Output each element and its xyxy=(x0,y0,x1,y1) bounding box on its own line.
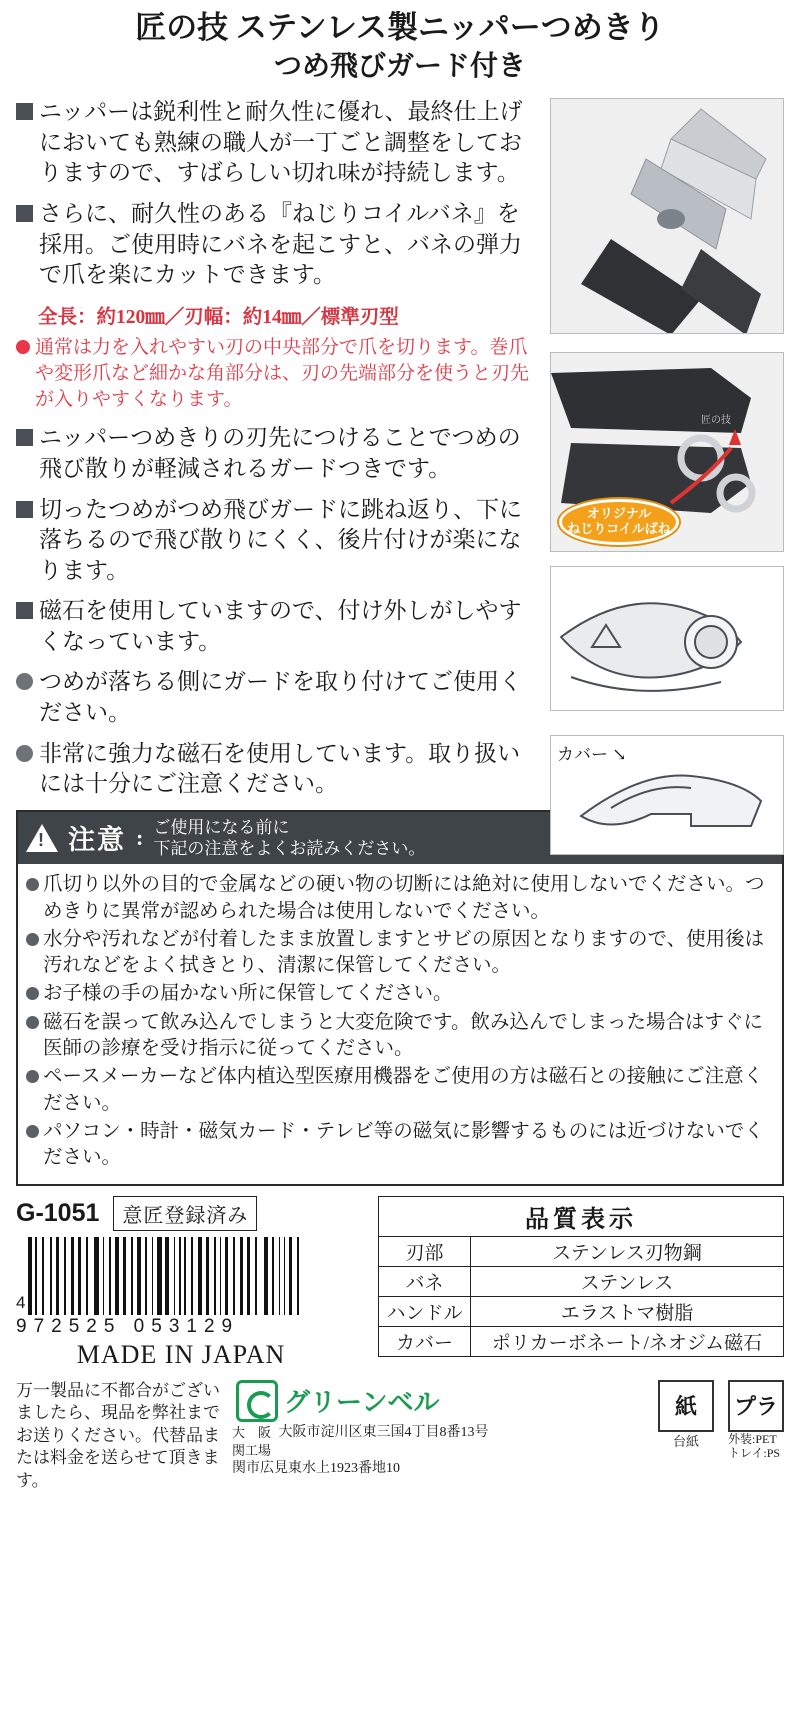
red-dot-icon xyxy=(16,340,30,354)
feature-text: 非常に強力な磁石を使用しています。取り扱いには十分にご注意ください。 xyxy=(39,740,521,797)
svg-text:匠の技: 匠の技 xyxy=(701,415,731,426)
caution-sub-line1: ご使用になる前に xyxy=(153,817,290,837)
bullet-dot-icon xyxy=(26,878,39,891)
feature-item xyxy=(16,423,784,484)
greenbell-logo-icon xyxy=(236,1380,278,1422)
feature-item xyxy=(16,667,784,728)
table-row xyxy=(379,1236,784,1266)
badge-line1: オリジナル xyxy=(586,506,652,522)
feature-item xyxy=(16,596,784,657)
recycle-plastic-mark: プラ xyxy=(733,1394,778,1420)
circle-bullet-icon xyxy=(16,673,33,690)
feature-text: ニッパーは鋭利性と耐久性に優れ、最終仕上げにおいても熟練の職人が一丁ごと調整をしておりますので、すばらしい切れ味が持続します。 xyxy=(39,99,523,186)
caution-item xyxy=(26,1010,774,1063)
quality-value: ポリカーボネート/ネオジム磁石 xyxy=(471,1326,784,1356)
caution-item-text: ペースメーカーなど体内植込型医療用機器をご使用の方は磁石との接触にご注意ください。 xyxy=(43,1066,764,1114)
brand-name: グリーンベル xyxy=(284,1388,440,1418)
address-line-1: 大阪市淀川区東三国4丁目8番13号 xyxy=(278,1424,489,1440)
address-block xyxy=(232,1424,489,1479)
caution-item xyxy=(26,1064,774,1117)
bullet-dot-icon xyxy=(26,1070,39,1083)
recycle-paper-mark: 紙 xyxy=(674,1394,697,1420)
badge-line2: ねじりコイルばね xyxy=(567,521,671,536)
caution-title: 注意 xyxy=(68,825,126,856)
brand-row xyxy=(236,1380,489,1422)
footer xyxy=(16,1380,784,1493)
quality-label: ハンドル xyxy=(379,1296,471,1326)
recycle-paper-icon xyxy=(658,1380,714,1432)
quality-table-title: 品質表示 xyxy=(378,1196,784,1236)
bullet-dot-icon xyxy=(26,987,39,1000)
recycle-plastic-note: 外装:PET トレイ:PS xyxy=(728,1431,781,1461)
caution-item-text: 爪切り以外の目的で金属などの硬い物の切断には絶対に使用しないでください。つめきりに異常が認められた場合は使用しないでください。 xyxy=(43,874,765,922)
caution-body xyxy=(18,864,782,1183)
square-bullet-icon xyxy=(16,501,33,518)
recycle-plastic-icon xyxy=(728,1380,784,1432)
model-code: G-1051 xyxy=(16,1198,100,1227)
barcode xyxy=(16,1237,368,1315)
feature-item xyxy=(16,97,784,189)
design-registered-badge: 意匠登録済み xyxy=(113,1196,257,1231)
code-row xyxy=(16,1196,368,1231)
footer-note: 万一製品に不都合がございましたら、現品を弊社までお送りください。代替品または料金を送らせて頂きます。 xyxy=(16,1380,220,1491)
bullet-dot-icon xyxy=(26,1125,39,1138)
caution-item xyxy=(26,872,774,925)
quality-label: カバー xyxy=(379,1326,471,1356)
caution-item xyxy=(26,1119,774,1172)
feature-text: 磁石を使用していますので、付け外しがしやすくなっています。 xyxy=(39,598,522,654)
quality-value: ステンレス刃物鋼 xyxy=(471,1236,784,1266)
recycle-item-paper xyxy=(658,1380,714,1461)
caution-item-text: お子様の手の届かない所に保管してください。 xyxy=(43,983,453,1005)
usage-note-text: 通常は力を入れやすい刃の中央部分で爪を切ります。巻爪や変形爪など細かな角部分は、刃の先端部分を使うと刃先が入りやすくなります。 xyxy=(35,336,530,411)
barcode-section xyxy=(16,1196,368,1370)
caution-item-text: 磁石を誤って飲み込んでしまうと大変危険です。飲み込んでしまった場合はすぐに医師の診療を受け指示に従ってください。 xyxy=(43,1011,763,1060)
caution-box xyxy=(16,810,784,1186)
recycle-paper-caption: 台紙 xyxy=(672,1433,699,1449)
bottom-section xyxy=(16,1196,784,1370)
barcode-lead-digit: 4 xyxy=(16,1292,26,1312)
quality-label: バネ xyxy=(379,1266,471,1296)
caution-item-text: パソコン・時計・磁気カード・テレビ等の磁気に影響するものには近づけないでください。 xyxy=(43,1121,764,1169)
caution-subtext xyxy=(153,817,425,860)
circle-bullet-icon xyxy=(16,745,33,762)
feature-item xyxy=(16,495,784,587)
page-title: 匠の技 ステンレス製ニッパーつめきり xyxy=(135,10,665,45)
brand-block xyxy=(232,1380,489,1479)
recycle-item-plastic xyxy=(728,1380,784,1461)
table-row xyxy=(379,1266,784,1296)
table-row xyxy=(379,1296,784,1326)
made-in-label: MADE IN JAPAN xyxy=(76,1339,286,1369)
quality-value: ステンレス xyxy=(471,1266,784,1296)
usage-note xyxy=(16,335,784,414)
caution-item-text: 水分や汚れなどが付着したまま放置しますとサビの原因となりますので、使用後は汚れなどをよく拭きとり、清潔に保管してください。 xyxy=(43,928,765,977)
feature-text: 切ったつめがつめ飛びガードに跳ね返り、下に落ちるので飛び散りにくく、後片付けが楽になります。 xyxy=(39,496,522,583)
quality-table xyxy=(378,1236,784,1357)
office-labels: 大 阪 関工場 xyxy=(232,1424,272,1458)
square-bullet-icon xyxy=(16,429,33,446)
square-bullet-icon xyxy=(16,602,33,619)
barcode-digits: 972525 053129 xyxy=(16,1315,240,1337)
feature-list xyxy=(16,97,784,799)
quality-label: 刃部 xyxy=(379,1236,471,1266)
square-bullet-icon xyxy=(16,103,33,120)
bullet-dot-icon xyxy=(26,933,39,946)
feature-text: つめが落ちる側にガードを取り付けてご使用ください。 xyxy=(39,669,522,725)
warning-triangle-icon xyxy=(26,824,58,852)
quality-value: エラストマ樹脂 xyxy=(471,1296,784,1326)
page-subtitle: つめ飛びガード付き xyxy=(273,50,526,82)
feature-item xyxy=(16,199,784,291)
caution-sub-line2: 下記の注意をよくお読みください。 xyxy=(153,838,426,858)
square-bullet-icon xyxy=(16,205,33,222)
barcode-bars xyxy=(28,1237,304,1315)
quality-table-section xyxy=(378,1196,784,1370)
title-block xyxy=(16,0,784,83)
table-row xyxy=(379,1326,784,1356)
address-line-2: 関市広見東水上1923番地10 xyxy=(232,1461,400,1477)
feature-item xyxy=(16,739,784,800)
cover-label: カバー ↘ xyxy=(557,745,627,764)
recycle-marks xyxy=(658,1380,784,1461)
bullet-dot-icon xyxy=(26,1016,39,1029)
feature-text: さらに、耐久性のある『ねじりコイルバネ』を採用。ご使用時にバネを起こすと、バネの弾力で爪を楽にカットできます。 xyxy=(39,200,522,288)
spec-line: 全長：約120㎜／刃幅：約14㎜／標準刃型 xyxy=(38,306,399,328)
caution-colon: : xyxy=(136,824,144,850)
feature-text: ニッパーつめきりの刃先につけることでつめの飛び散りが軽減されるガードつきです。 xyxy=(39,425,521,481)
caution-item xyxy=(26,981,774,1007)
caution-item xyxy=(26,927,774,980)
